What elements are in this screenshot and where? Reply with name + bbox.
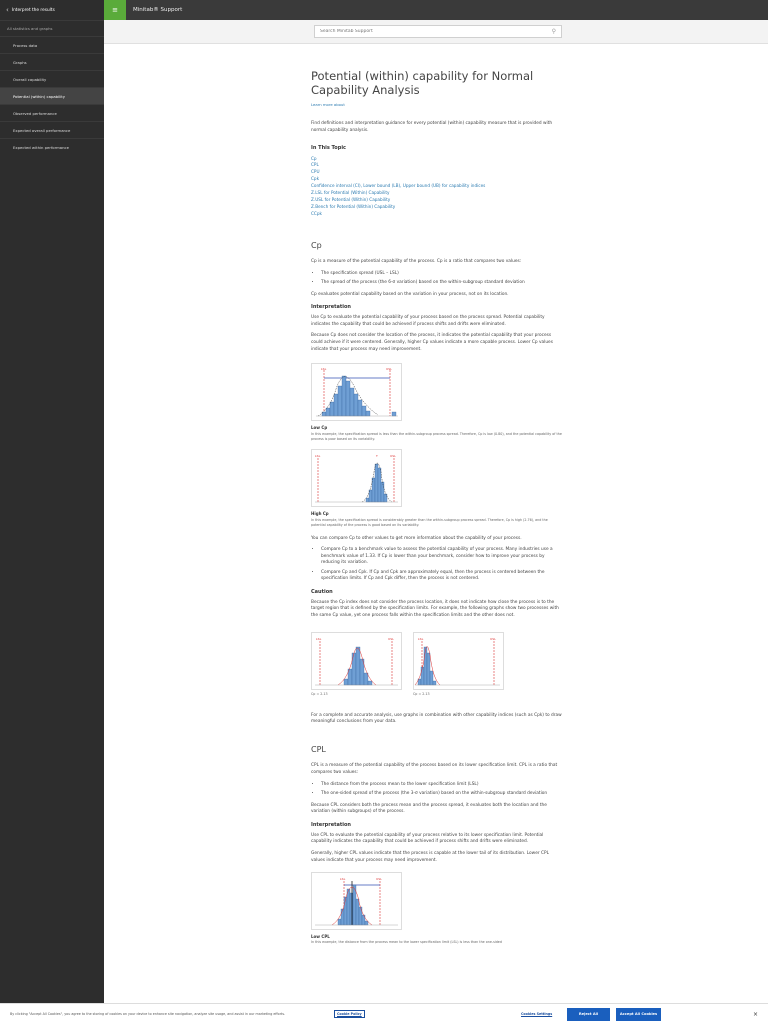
toc-link-zbench[interactable]: Z.Bench for Potential (Within) Capability [311, 203, 396, 209]
low-cp-caption: Low Cp [311, 425, 328, 431]
section-heading-cp: Cp [311, 240, 322, 250]
cpl-note: Because CPL considers both the process mean and the process spread, it evaluates both the location and the variation (within subgroups) of the process. [311, 802, 547, 815]
sidebar-item-process-data[interactable]: Process data [0, 36, 104, 53]
low-cp-note: In this example, the specification spread is less than the within-subgroup process spread. Therefore, Cp is low (0.80), and the potential capability of the process is poor based on its variability. [311, 431, 562, 441]
lsl-label: LSL [340, 877, 346, 882]
learn-more-link[interactable]: Learn more about [311, 101, 345, 107]
sidebar-item-expected-within[interactable]: Expected within performance [0, 138, 104, 155]
off-center-histogram [414, 633, 503, 689]
off-center-cp-label: Cp = 2.13 [413, 691, 430, 696]
toc [311, 156, 563, 218]
cpl-interpretation-1: Use CPL to evaluate the potential capability of your process relative to its lower specification limit. Potential capability indicates the capability that could be achieved if process shifts and drifts were eliminated. [311, 832, 544, 845]
list-item: • Compare Cp and Cpk. If Cp and Cpk are approximately equal, then the process is centered between the specification limits. If Cp and Cpk differ, then the process is not centered. [321, 570, 563, 583]
list-item: • The spread of the process (the 6-σ variation) based on the within-subgroup standard deviation [321, 280, 563, 287]
cp-bullets [321, 271, 563, 287]
centered-histogram [312, 633, 401, 689]
search-bar-area [104, 20, 768, 44]
article [311, 44, 563, 1004]
cpl-interpretation-heading: Interpretation [311, 821, 351, 828]
toc-heading: In This Topic [311, 144, 346, 151]
toc-link-zusl[interactable]: Z.USL for Potential (Within) Capability [311, 197, 391, 203]
cp-note: Cp evaluates potential capability based on the variation in your process, not on its location. [311, 291, 509, 297]
high-cp-graph [311, 449, 402, 507]
intro-text: Find definitions and interpretation guidance for every potential (within) capability measure that is provided with normal capability analysis. [311, 121, 553, 134]
search-input[interactable] [320, 29, 520, 34]
back-link[interactable] [0, 0, 104, 20]
cp-definition: Cp is a measure of the potential capability of the process. Cp is a ratio that compares two values: [311, 259, 522, 265]
lsl-label: LSL [315, 454, 321, 459]
low-cpl-graph [311, 872, 402, 930]
sidebar-category[interactable]: All statistics and graphs [0, 20, 104, 36]
caution-heading: Caution [311, 588, 333, 595]
usl-label: USL [390, 454, 396, 459]
toc-link-ccpk[interactable]: CCpk [311, 210, 322, 216]
list-item: • The specification spread (USL – LSL) [321, 271, 563, 278]
centered-process-graph [311, 632, 402, 690]
toc-link-cpu[interactable]: CPU [311, 169, 320, 175]
cookies-settings-link[interactable]: Cookies Settings [521, 1012, 553, 1016]
page-title: Potential (within) capability for Normal Capability Analysis [311, 69, 534, 97]
toc-link-zlsl[interactable]: Z.LSL for Potential (Within) Capability [311, 190, 390, 196]
cp-interpretation-1: Use Cp to evaluate the potential capability of your process based on the process spread. Potential capability indicates the capability that could be achieved if process shifts and drifts were eliminated. [311, 315, 545, 327]
low-cpl-note: In this example, the distance from the process mean to the lower specification limit (LSL) is less than the one-sided [311, 940, 502, 945]
brand-title[interactable]: Minitab® Support [133, 7, 183, 13]
off-center-process-graph [413, 632, 504, 690]
close-icon[interactable]: × [753, 1010, 759, 1018]
cookie-banner [0, 1003, 768, 1024]
usl-label: USL [386, 367, 392, 372]
chevron-left-icon: ‹ [6, 6, 9, 14]
usl-label: USL [388, 636, 394, 641]
cp-compare-bullets [321, 547, 563, 583]
toc-link-cp[interactable]: Cp [311, 155, 317, 161]
search-icon[interactable]: ⚲ [551, 28, 556, 35]
lsl-label: LSL [321, 367, 327, 372]
graph-centered [311, 632, 402, 697]
sidebar-item-potential-capability[interactable]: Potential (within) capability [0, 87, 104, 104]
high-cp-histogram [312, 450, 401, 506]
top-bar [104, 0, 768, 20]
low-cp-histogram [312, 364, 401, 420]
cpl-bullets [321, 782, 563, 798]
cookie-policy-link[interactable]: Cookie Policy [334, 1010, 365, 1018]
cp-interpretation-2: Because Cp does not consider the location of the process, it indicates the potential capability that your process could achieve if it were centered. Generally, higher Cp values indicate a more capable process. Lower Cp values indicate that your process may need improvement. [311, 333, 553, 352]
cp-compare-text: You can compare Cp to other values to get more information about the capability of your process. [311, 535, 522, 541]
usl-label: USL [490, 636, 496, 641]
toc-link-cpl[interactable]: CPL [311, 162, 319, 168]
cookie-text: By clicking "Accept All Cookies", you agree to the storing of cookies on your device to enhance site navigation, analyze site usage, and assist in our marketing efforts. [10, 1012, 286, 1016]
section-heading-cpl: CPL [311, 745, 326, 755]
menu-button[interactable] [104, 0, 126, 20]
cpl-definition: CPL is a measure of the potential capability of the process based on its lower specification limit. CPL is a ratio that compares two values: [311, 763, 558, 776]
low-cpl-histogram [312, 873, 401, 929]
list-item: • The distance from the process mean to the lower specification limit (LSL) [321, 782, 563, 789]
sidebar-item-overall-capability[interactable]: Overall capability [0, 70, 104, 87]
toc-link-cpk[interactable]: Cpk [311, 176, 320, 182]
graph-off-center [413, 632, 504, 697]
centered-cp-label: Cp = 2.13 [311, 691, 328, 696]
high-cp-caption: High Cp [311, 511, 329, 517]
lsl-label: LSL [418, 636, 424, 641]
lsl-label: LSL [316, 636, 322, 641]
toc-link-ci[interactable]: Confidence interval (CI), Lower bound (LB), Upper bound (UB) for capability indices [311, 183, 486, 189]
search-box [314, 25, 562, 38]
list-item: • Compare Cp to a benchmark value to assess the potential capability of your process. Many industries use a benchmark value of 1.33. If Cp is lower than your benchmark, consider how to improve your process by reducing its variation. [321, 547, 563, 567]
closing-text: For a complete and accurate analysis, use graphs in combination with other capability indices (such as Cpk) to draw meaningful conclusions from your data. [311, 712, 562, 725]
cp-interpretation-heading: Interpretation [311, 304, 351, 311]
low-cp-graph [311, 363, 402, 421]
high-cp-note: In this example, the specification spread is considerably greater than the within-subgroup process spread. Therefore, Cp is high (2.76), and the potential capability of the process is good based on its variability. [311, 517, 548, 527]
caution-text: Because the Cp index does not consider the process location, it does not indicate how close the process is to the target region that is defined by the specification limits. For example, the following graphs show two processes with the same Cp value, yet one process falls within the specification limits and the other does not. [311, 599, 559, 618]
comparison-graphs [311, 632, 563, 697]
accept-all-button[interactable]: Accept All Cookies [616, 1008, 661, 1021]
sidebar [0, 0, 104, 1024]
low-cpl-caption: Low CPL [311, 934, 330, 940]
sidebar-item-observed-performance[interactable]: Observed performance [0, 104, 104, 121]
cpl-interpretation-2: Generally, higher CPL values indicate that the process is capable at the lower tail of its distribution. Lower CPL values indicate that your process may need improvement. [311, 850, 549, 863]
back-label: Interpret the results [11, 7, 55, 13]
sidebar-item-graphs[interactable]: Graphs [0, 53, 104, 70]
hamburger-icon: ≡ [112, 6, 118, 14]
target-label: T [376, 454, 378, 459]
list-item: • The one-sided spread of the process (the 3-σ variation) based on the within-subgroup standard deviation [321, 791, 563, 798]
sidebar-item-expected-overall[interactable]: Expected overall performance [0, 121, 104, 138]
usl-label: USL [376, 877, 382, 882]
reject-all-button[interactable]: Reject All [567, 1008, 610, 1021]
